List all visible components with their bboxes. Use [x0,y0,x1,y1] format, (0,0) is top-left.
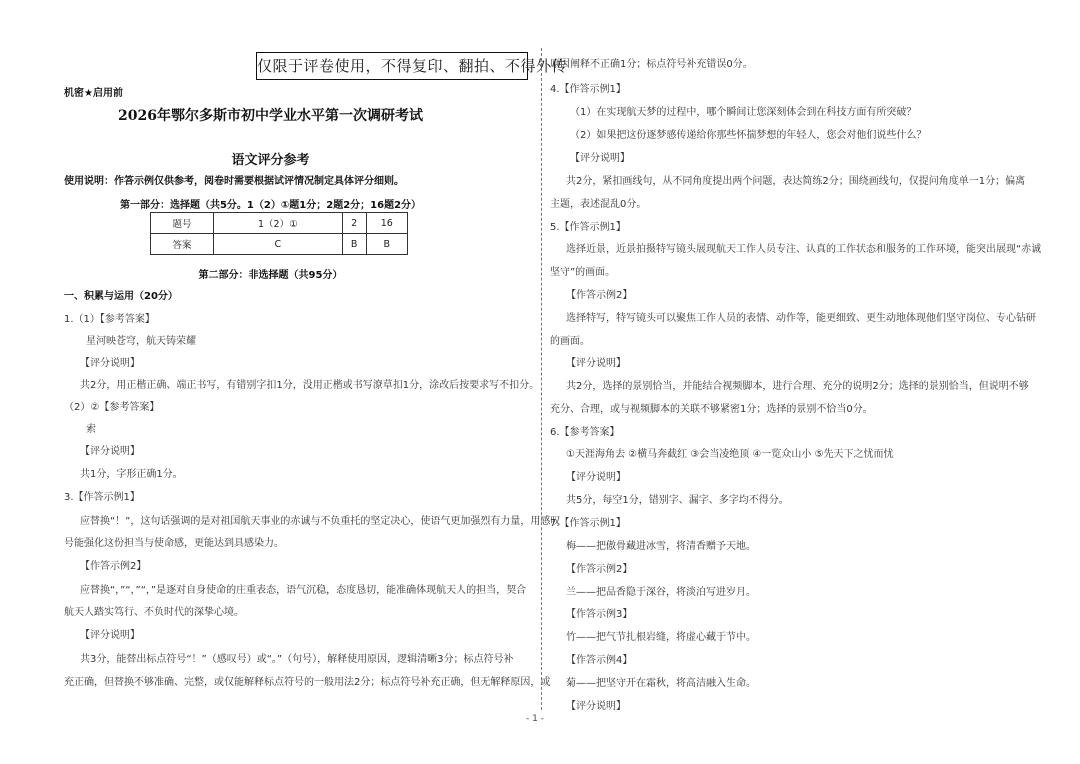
scoring-label: 【评分说明】 [566,358,626,369]
page-number: - 1 - [526,714,544,724]
restriction-notice-box: 仅限于评卷使用，不得复印、翻拍、不得外传 [256,52,528,80]
table-cell: B [342,234,366,255]
scoring-label: 【评分说明】 [570,153,630,164]
example-label: 【作答示例3】 [566,609,633,620]
exam-title: 2026年鄂尔多斯市初中学业水平第一次调研考试 [118,108,423,124]
example-label: 【作答示例2】 [80,561,147,572]
answer-text: ①天涯海角去 ②横马奔截红 ③会当凌绝顶 ④一览众山小 ⑤先天下之忧而忧 [566,449,894,460]
scoring-text: 共2分，选择的景别恰当，并能结合视频脚本，进行合理、充分的说明2分；选择的景别恰当，但说明不够 [566,381,1029,392]
secrecy-label: 机密★启用前 [64,88,123,99]
answer-text: （2）如果把这份逐梦感传递给你那些怀揣梦想的年轻人，您会对他们说些什么？ [570,130,927,141]
table-row [151,234,408,255]
answer-text: 坚守”的画面。 [550,267,616,278]
answer-text: 兰——把品香隐于深谷，将淡泊写进岁月。 [566,587,756,598]
question-label: 7.【作答示例1】 [550,518,626,529]
question-label: 3.【作答示例1】 [64,492,140,503]
answer-text: 的画面。 [550,336,590,347]
column-divider [541,48,542,710]
table-cell: 16 [366,213,407,234]
scoring-label: 【评分说明】 [80,446,140,457]
example-label: 【作答示例2】 [566,290,633,301]
scoring-label: 【评分说明】 [80,630,140,641]
scoring-text: 充正确，但替换不够准确、完整，或仅能解释标点符号的一般用法2分；标点符号补充正确，但无解释原因，或 [64,677,551,688]
document-title: 语文评分参考 [231,153,310,168]
answer-table [150,212,408,255]
part1-heading: 第一部分：选择题（共5分。1（2）①题1分；2题2分；16题2分） [119,200,422,211]
table-cell: 1（2）① [214,213,343,234]
answer-text: 索 [86,424,96,435]
answer-text: 选择近景，近景拍摄特写镜头展现航天工作人员专注、认真的工作状态和服务的工作环境，能突出展现“赤诚 [566,244,1042,255]
question-label: 4.【作答示例1】 [550,84,626,95]
scoring-text: 共2分，紧扣画线句，从不同角度提出两个问题，表达简练2分；围绕画线句，仅提问角度单一1分；偏离 [566,176,1026,187]
question-label: 6.【参考答案】 [550,427,620,438]
example-label: 【作答示例4】 [566,655,633,666]
answer-text: 选择特写，特写镜头可以聚焦工作人员的表情、动作等，能更细致、更生动地体现他们坚守岗位、专心钻研 [566,313,1036,324]
table-row [151,213,408,234]
answer-text: 应替换“！”，这句话强调的是对祖国航天事业的赤诚与不负重托的坚定决心，使语气更加强烈有力量，用感叹 [80,516,561,527]
scoring-text: 共3分，能替出标点符号“！”（感叹号）或“。”（句号），解释使用原因，逻辑清晰3分；标点符号补 [80,654,514,665]
table-cell: B [366,234,407,255]
scoring-text: 共5分，每空1分，错别字、漏字、多字均不得分。 [566,495,789,506]
table-cell: C [214,234,343,255]
table-row-label: 题号 [151,213,214,234]
scoring-text: 共2分，用正楷正确、端正书写，有错别字扣1分，没用正楷或书写潦草扣1分，涂改后按要求写不扣分。 [80,380,540,391]
scoring-text: 主题，表述混乱0分。 [550,199,647,210]
scoring-label: 【评分说明】 [566,701,626,712]
scoring-label: 【评分说明】 [80,358,140,369]
answer-text: 应替换“，”“，”“，”是逐对自身使命的庄重表态，语气沉稳，态度恳切，能准确体现航天人的担当，契合 [80,585,527,596]
answer-text: 梅——把傲骨藏进冰雪，将清香赠予天地。 [566,541,756,552]
question-label: 1.（1）【参考答案】 [64,314,155,325]
question-label: （2）②【参考答案】 [64,402,160,413]
scoring-text: 原因阐释不正确1分；标点符号补充错误0分。 [550,59,753,70]
usage-note: 使用说明：作答示例仅供参考，阅卷时需要根据试评情况制定具体评分细则。 [64,176,404,187]
example-label: 【作答示例2】 [566,564,633,575]
scoring-text: 共1分，字形正确1分。 [80,469,183,480]
part2-heading: 第二部分：非选择题（共95分） [198,270,343,281]
answer-text: 竹——把气节扎根岩缝，将虚心藏于节中。 [566,632,756,643]
question-label: 5.【作答示例1】 [550,222,626,233]
section-heading: 一、积累与运用（20分） [64,291,178,302]
answer-text: 菊——把坚守开在霜秋，将高洁融入生命。 [566,678,756,689]
answer-text: （1）在实现航天梦的过程中，哪个瞬间让您深刻体会到在科技方面有所突破？ [570,107,917,118]
scoring-text: 充分、合理，或与视频脚本的关联不够紧密1分；选择的景别不恰当0分。 [550,404,873,415]
table-row-label: 答案 [151,234,214,255]
answer-text: 航天人踏实笃行、不负时代的深挚心境。 [64,607,244,618]
answer-text: 星河映苍穹，航天铸荣耀 [86,336,196,347]
scoring-label: 【评分说明】 [566,472,626,483]
answer-text: 号能强化这份担当与使命感，更能达到具感染力。 [64,538,284,549]
table-cell: 2 [342,213,366,234]
